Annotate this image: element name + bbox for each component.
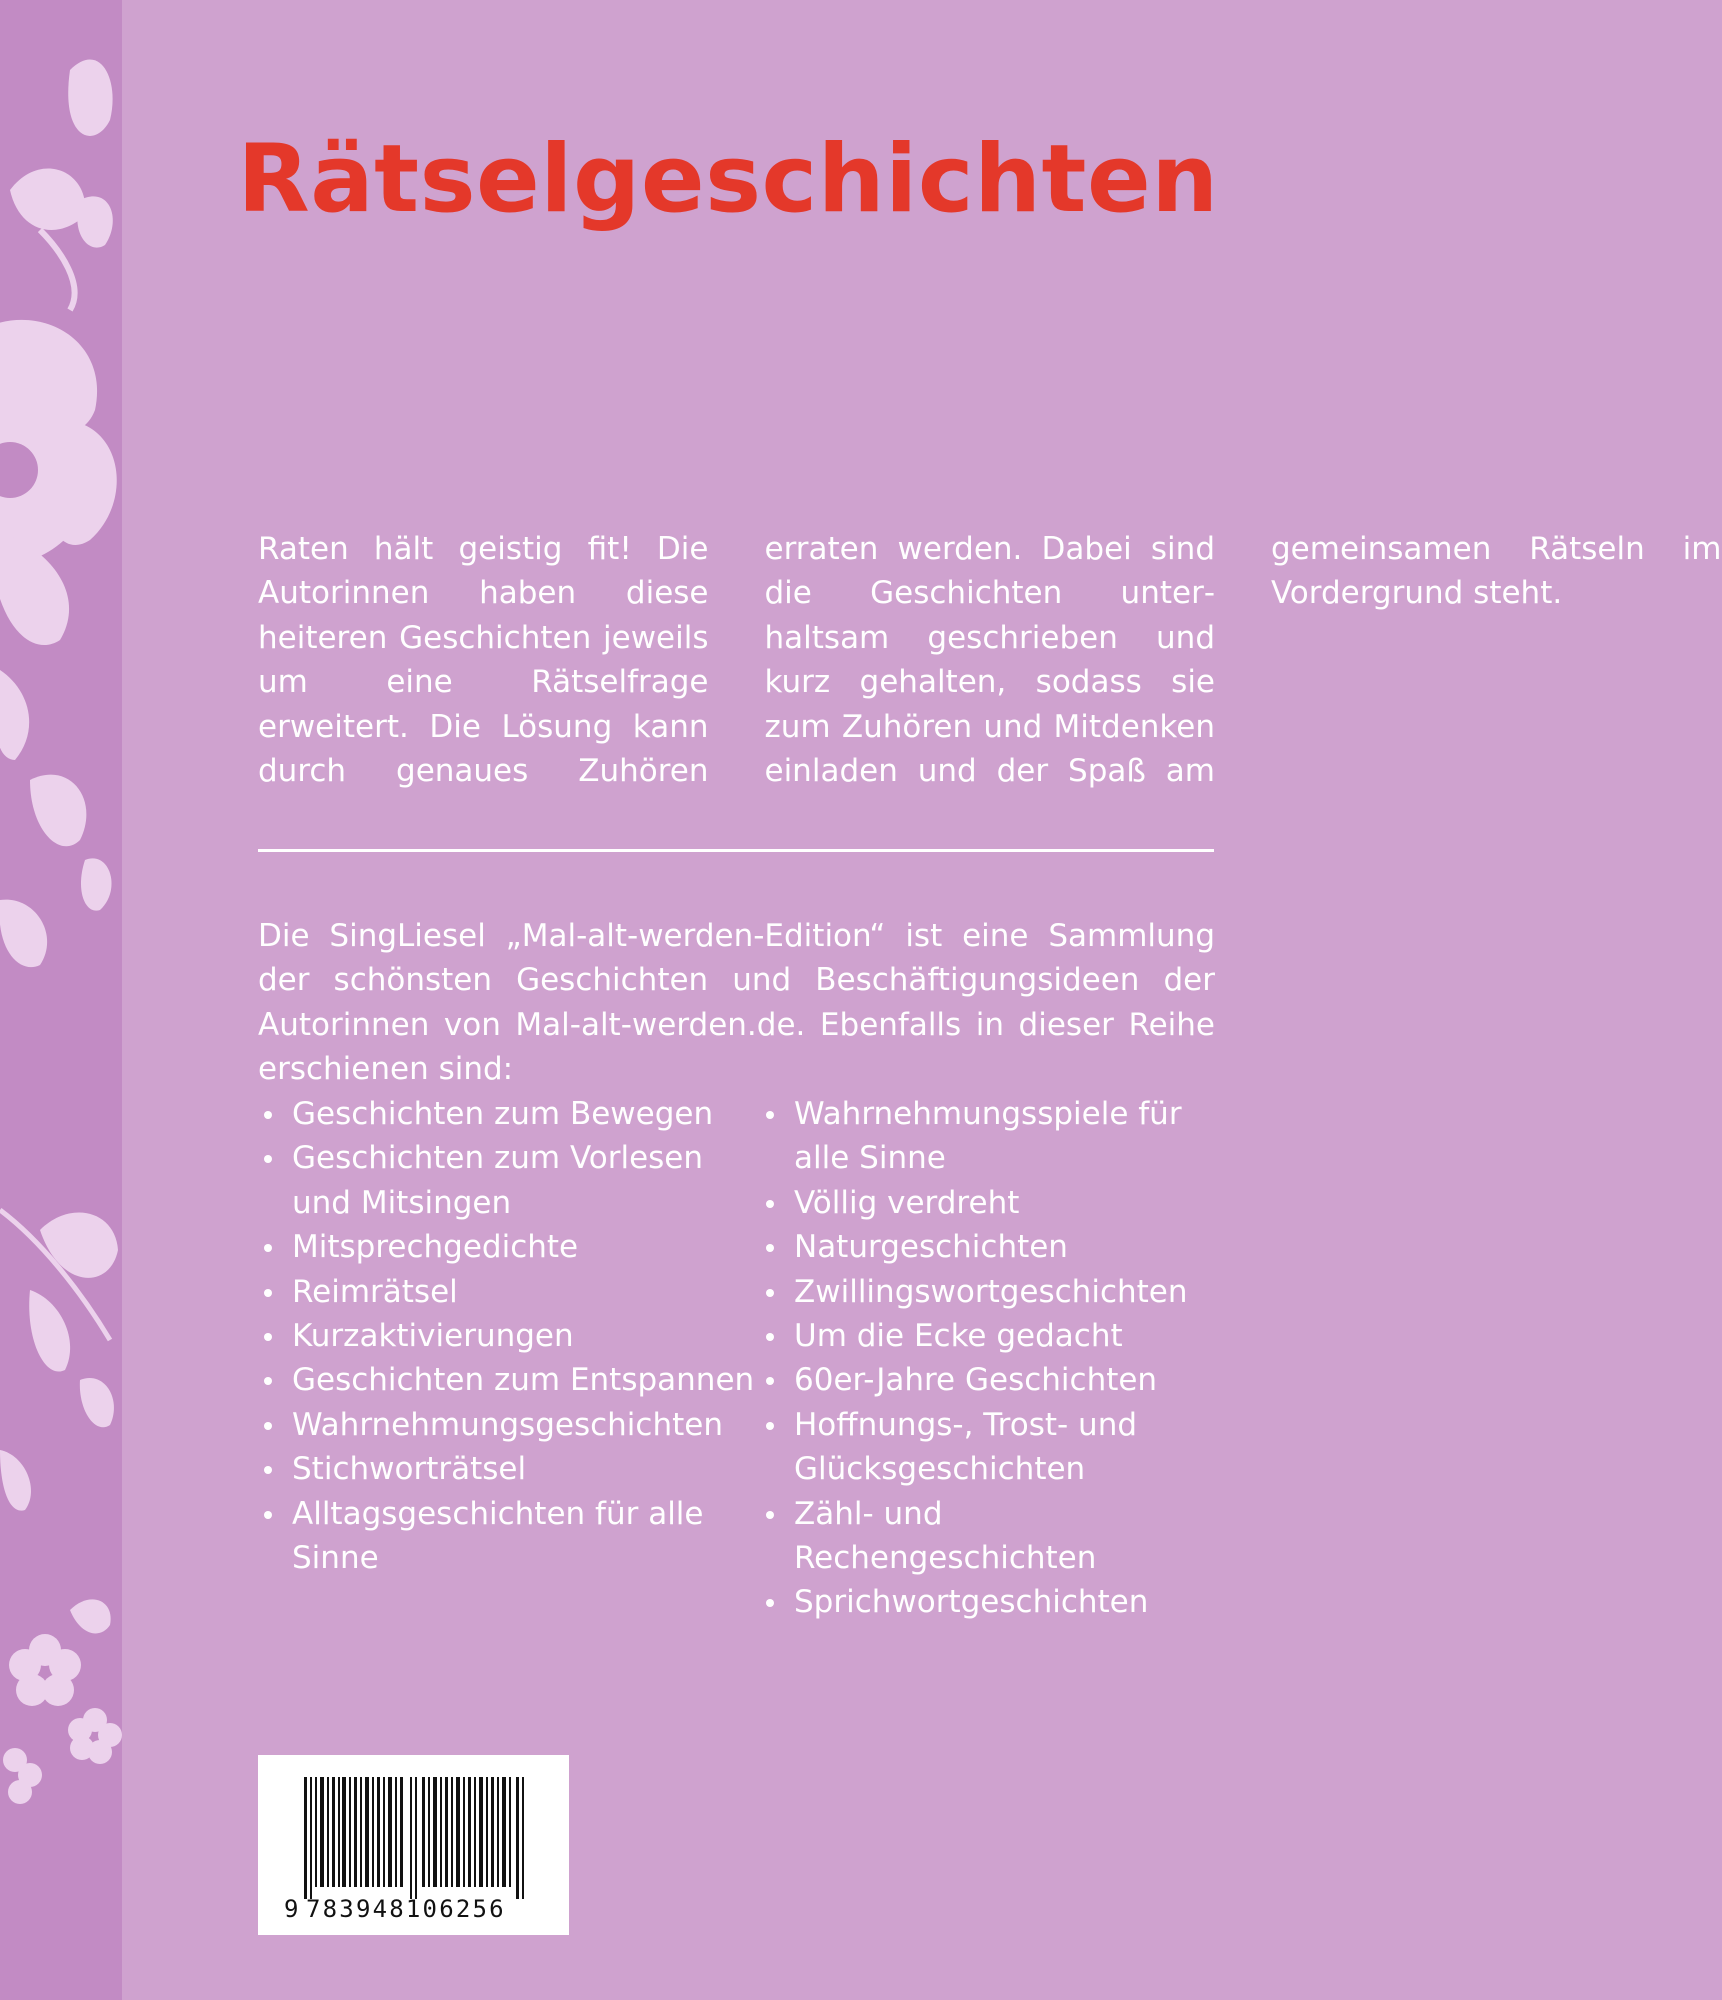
- book-title: Rätselgeschichten: [237, 125, 1219, 234]
- edition-description: [258, 914, 1215, 1092]
- list-item: Um die Ecke gedacht: [760, 1314, 1220, 1358]
- divider: [258, 849, 1214, 852]
- list-item: 60er-Jahre Geschichten: [760, 1358, 1220, 1402]
- intro-paragraph: Raten hält geistig fit! Die Autorinnen haben diese heiteren Geschichten jeweils um eine Rätselfrage erweitert. Die Lösung kann durch genaues Zuhören erraten werden. Dabei sind die Geschichten unterhaltsam geschrieben und kurz gehalten, sodass sie zum Zuhören und Mitdenken einladen und der Spaß am gemeinsamen Rätseln im Vordergrund steht.: [258, 531, 1722, 790]
- list-item: Völlig verdreht: [760, 1181, 1220, 1225]
- list-item: Geschichten zum Vorlesen und Mitsingen: [258, 1136, 760, 1225]
- list-item: Geschichten zum Entspannen: [258, 1358, 760, 1402]
- list-item: Mitsprechgedichte: [258, 1225, 760, 1269]
- list-item: Kurzaktivierungen: [258, 1314, 760, 1358]
- list-item: Stichworträtsel: [258, 1447, 760, 1491]
- list-item: Naturgeschichten: [760, 1225, 1220, 1269]
- isbn-barcode: [258, 1755, 569, 1935]
- list-item: Zwillingswortgeschichten: [760, 1270, 1220, 1314]
- isbn-prefix-digit: 9: [284, 1895, 299, 1923]
- edition-paragraph: Die SingLiesel „Mal-alt-werden-Edition“ ist eine Sammlung der schönsten Geschichten und Beschäftigungsideen der Autorinnen von Mal-alt-werden.de. Ebenfalls in dieser Reihe erschienen sind:: [258, 918, 1215, 1088]
- list-item: Zähl- und Rechengeschichten: [760, 1492, 1220, 1581]
- isbn-digits: 783948106256: [306, 1895, 506, 1923]
- isbn-number: [258, 1757, 569, 1931]
- intro-text: [258, 527, 1722, 797]
- series-list-left: [258, 1092, 760, 1625]
- series-list: [258, 1092, 1258, 1625]
- series-list-right: [760, 1092, 1220, 1625]
- list-item: Sprichwortgeschichten: [760, 1580, 1220, 1624]
- list-item: Wahrnehmungsgeschichten: [258, 1403, 760, 1447]
- back-cover: [122, 0, 1722, 2000]
- list-item: Wahrnehmungsspiele für alle Sinne: [760, 1092, 1220, 1181]
- list-item: Reimrätsel: [258, 1270, 760, 1314]
- list-item: Alltagsgeschichten für alle Sinne: [258, 1492, 760, 1581]
- list-item: Hoffnungs-, Trost- und Glücksgeschichten: [760, 1403, 1220, 1492]
- spine-floral-decoration: [0, 0, 122, 2000]
- flower-vine-icon: [0, 0, 122, 2000]
- list-item: Geschichten zum Bewegen: [258, 1092, 760, 1136]
